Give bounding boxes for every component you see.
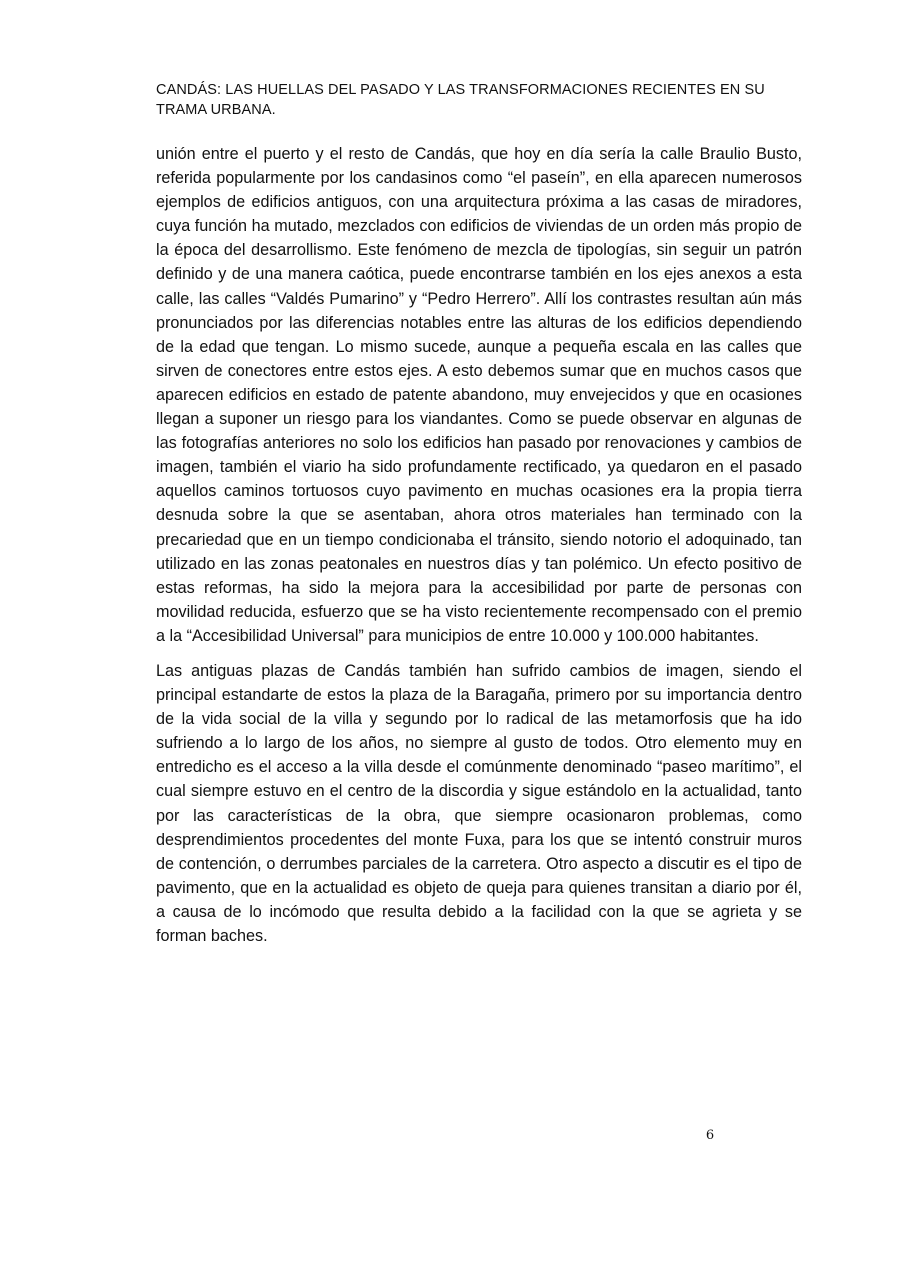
paragraph-1: unión entre el puerto y el resto de Candás, que hoy en día sería la calle Braulio Busto, referida popularmente por los candasinos como “el paseín”, en ella aparecen numerosos ejemplos de edificios antiguos, con una arquitectura próxima a las casas de miradores, cuya función ha mutado, mezclados con edificios de viviendas de un orden más propio de la época del desarrollismo. Este fenómeno de mezcla de tipologías, sin seguir un patrón definido y de una manera caótica, puede encontrarse también en los ejes anexos a esta calle, las calles “Valdés Pumarino” y “Pedro Herrero”. Allí los contrastes resultan aún más pronunciados por las diferencias notables entre las alturas de los edificios dependiendo de la edad que tengan. Lo mismo sucede, aunque a pequeña escala en las calles que sirven de conectores entre estos ejes. A esto debemos sumar que en muchos casos que aparecen edificios en estado de patente abandono, muy envejecidos y que en ocasiones llegan a suponer un riesgo para los viandantes. Como se puede observar en algunas de las fotografías anteriores no solo los edificios han pasado por renovaciones y cambios de imagen, también el viario ha sido profundamente rectificado, ya quedaron en el pasado aquellos caminos tortuosos cuyo pavimento en muchas ocasiones era la propia tierra desnuda sobre la que se asentaban, ahora otros materiales han terminado con la precariedad que en un tiempo condicionaba el tránsito, siendo notorio el adoquinado, tan utilizado en las zonas peatonales en nuestros días y tan polémico. Un efecto positivo de estas reformas, ha sido la mejora para la accesibilidad por parte de personas con movilidad reducida, esfuerzo que se ha visto recientemente recompensado con el premio a la “Accesibilidad Universal” para municipios de entre 10.000 y 100.000 habitantes. <box>156 145 802 645</box>
page-number: 6 <box>705 1128 715 1143</box>
running-header: CANDÁS: LAS HUELLAS DEL PASADO Y LAS TRANSFORMACIONES RECIENTES EN SU TRAMA URBANA. <box>156 82 765 118</box>
paragraph-2: Las antiguas plazas de Candás también han sufrido cambios de imagen, siendo el principal estandarte de estos la plaza de la Baragaña, primero por su importancia dentro de la vida social de la villa y segundo por lo radical de las metamorfosis que ha ido sufriendo a lo largo de los años, no siempre al gusto de todos. Otro elemento muy en entredicho es el acceso a la villa desde el comúnmente denominado “paseo marítimo”, el cual siempre estuvo en el centro de la discordia y sigue estándolo en la actualidad, tanto por las características de la obra, que siempre ocasionaron problemas, como desprendimientos procedentes del monte Fuxa, para los que se intentó construir muros de contención, o derrumbes parciales de la carretera. Otro aspecto a discutir es el tipo de pavimento, que en la actualidad es objeto de queja para quienes transitan a diario por él, a causa de lo incómodo que resulta debido a la facilidad con la que se agrieta y se forman baches. <box>156 661 802 945</box>
body-text <box>156 142 802 959</box>
